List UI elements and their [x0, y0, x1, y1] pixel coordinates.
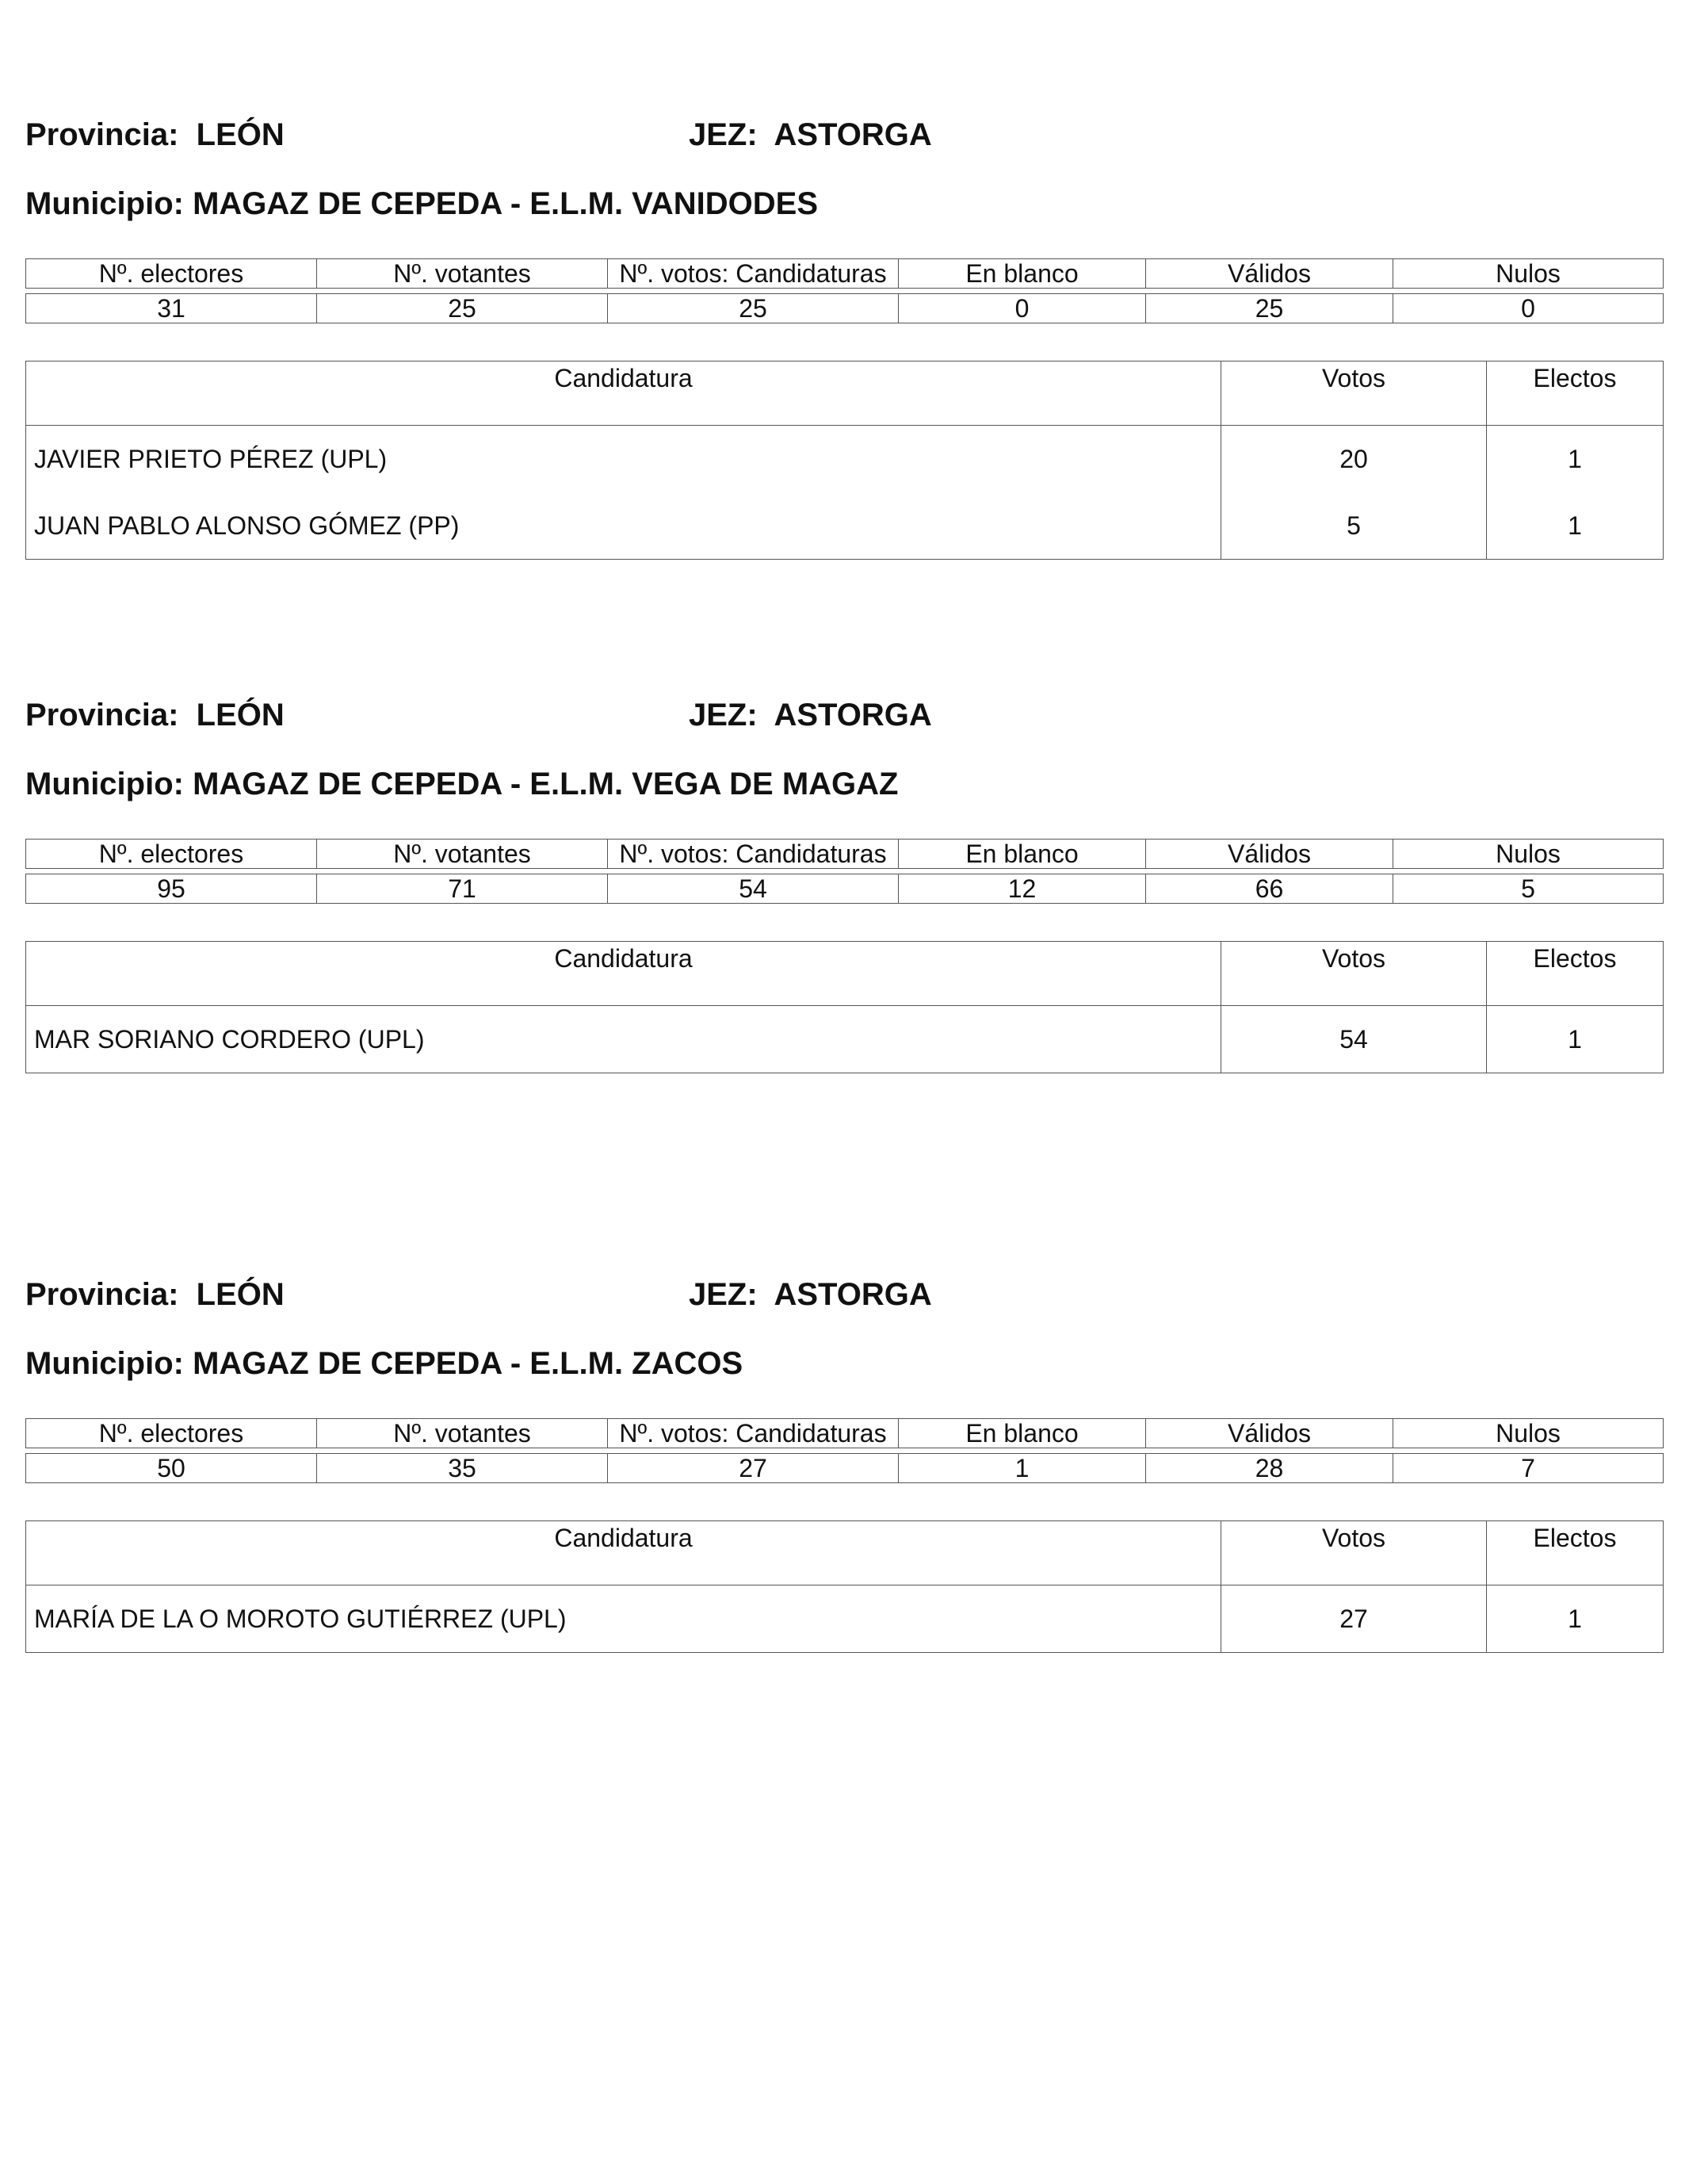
- candidate-row: [26, 1585, 1664, 1653]
- provincia-label: Provincia:: [25, 1277, 179, 1312]
- candidate-votos: 27: [1221, 1585, 1487, 1653]
- provincia-line: [25, 683, 285, 747]
- candidate-name: JUAN PABLO ALONSO GÓMEZ (PP): [26, 492, 1221, 560]
- col-votos: Votos: [1221, 942, 1487, 1006]
- col-electos: Electos: [1487, 361, 1664, 426]
- provincia-line: [25, 103, 285, 166]
- municipio-value: MAGAZ DE CEPEDA - E.L.M. VANIDODES: [193, 186, 819, 221]
- summary-header-row: [26, 259, 1664, 289]
- provincia-label: Provincia:: [25, 117, 179, 152]
- candidate-row: [26, 1006, 1664, 1073]
- col-validos: Válidos: [1146, 1419, 1393, 1448]
- col-votantes: Nº. votantes: [317, 1419, 608, 1448]
- jez-line: [689, 683, 932, 747]
- col-electos: Electos: [1487, 942, 1664, 1006]
- result-block-vanidodes: [25, 103, 1663, 560]
- col-candidatura: Candidatura: [26, 361, 1221, 426]
- col-votos-candidaturas: Nº. votos: Candidaturas: [608, 840, 899, 869]
- candidate-row: [26, 426, 1664, 493]
- col-en-blanco: En blanco: [899, 1419, 1146, 1448]
- col-electos: Electos: [1487, 1521, 1664, 1585]
- candidate-votos: 5: [1221, 492, 1487, 560]
- municipio-value: MAGAZ DE CEPEDA - E.L.M. ZACOS: [193, 1346, 743, 1381]
- candidate-votos: 54: [1221, 1006, 1487, 1073]
- summary-values-row: [26, 294, 1664, 323]
- col-votantes: Nº. votantes: [317, 259, 608, 289]
- jez-value: ASTORGA: [774, 698, 932, 732]
- col-en-blanco: En blanco: [899, 840, 1146, 869]
- value-electores: 31: [26, 294, 317, 323]
- block-header: [25, 683, 1663, 747]
- value-electores: 50: [26, 1454, 317, 1483]
- col-nulos: Nulos: [1393, 840, 1664, 869]
- municipio-line: [25, 166, 1663, 241]
- value-validos: 66: [1146, 874, 1393, 904]
- summary-header-row: [26, 840, 1664, 869]
- value-votantes: 25: [317, 294, 608, 323]
- jez-line: [689, 103, 932, 166]
- col-en-blanco: En blanco: [899, 259, 1146, 289]
- value-en-blanco: 12: [899, 874, 1146, 904]
- result-block-zacos: [25, 1263, 1663, 1653]
- municipio-label: Municipio:: [25, 186, 184, 221]
- candidates-header-row: [26, 361, 1664, 426]
- value-nulos: 5: [1393, 874, 1664, 904]
- jez-value: ASTORGA: [774, 117, 932, 152]
- result-block-vega-de-magaz: [25, 683, 1663, 1073]
- col-votos: Votos: [1221, 1521, 1487, 1585]
- municipio-value: MAGAZ DE CEPEDA - E.L.M. VEGA DE MAGAZ: [193, 767, 899, 801]
- col-electores: Nº. electores: [26, 1419, 317, 1448]
- value-validos: 25: [1146, 294, 1393, 323]
- candidate-electos: 1: [1487, 1006, 1664, 1073]
- provincia-value: LEÓN: [196, 1277, 285, 1312]
- value-en-blanco: 0: [899, 294, 1146, 323]
- col-nulos: Nulos: [1393, 1419, 1664, 1448]
- jez-value: ASTORGA: [774, 1277, 932, 1312]
- candidates-table: [25, 941, 1664, 1073]
- value-nulos: 7: [1393, 1454, 1664, 1483]
- value-nulos: 0: [1393, 294, 1664, 323]
- block-header: [25, 103, 1663, 166]
- candidate-electos: 1: [1487, 492, 1664, 560]
- col-electores: Nº. electores: [26, 840, 317, 869]
- candidate-name: MAR SORIANO CORDERO (UPL): [26, 1006, 1221, 1073]
- col-votos: Votos: [1221, 361, 1487, 426]
- candidate-electos: 1: [1487, 426, 1664, 493]
- col-validos: Válidos: [1146, 840, 1393, 869]
- candidates-table: [25, 1520, 1664, 1653]
- jez-label: JEZ:: [689, 1277, 758, 1312]
- municipio-line: [25, 747, 1663, 821]
- candidate-electos: 1: [1487, 1585, 1664, 1653]
- jez-label: JEZ:: [689, 117, 758, 152]
- col-electores: Nº. electores: [26, 259, 317, 289]
- value-en-blanco: 1: [899, 1454, 1146, 1483]
- jez-line: [689, 1263, 932, 1326]
- value-votantes: 35: [317, 1454, 608, 1483]
- jez-label: JEZ:: [689, 698, 758, 732]
- municipio-line: [25, 1326, 1663, 1401]
- value-votantes: 71: [317, 874, 608, 904]
- summary-table: [25, 258, 1664, 323]
- summary-table: [25, 839, 1664, 904]
- provincia-value: LEÓN: [196, 698, 285, 732]
- col-votos-candidaturas: Nº. votos: Candidaturas: [608, 259, 899, 289]
- municipio-label: Municipio:: [25, 1346, 184, 1381]
- candidate-name: JAVIER PRIETO PÉREZ (UPL): [26, 426, 1221, 493]
- col-candidatura: Candidatura: [26, 942, 1221, 1006]
- col-nulos: Nulos: [1393, 259, 1664, 289]
- col-votantes: Nº. votantes: [317, 840, 608, 869]
- candidate-name: MARÍA DE LA O MOROTO GUTIÉRREZ (UPL): [26, 1585, 1221, 1653]
- summary-values-row: [26, 874, 1664, 904]
- candidate-row: [26, 492, 1664, 560]
- value-validos: 28: [1146, 1454, 1393, 1483]
- value-votos-candidaturas: 25: [608, 294, 899, 323]
- value-votos-candidaturas: 27: [608, 1454, 899, 1483]
- municipio-label: Municipio:: [25, 767, 184, 801]
- col-votos-candidaturas: Nº. votos: Candidaturas: [608, 1419, 899, 1448]
- summary-values-row: [26, 1454, 1664, 1483]
- value-votos-candidaturas: 54: [608, 874, 899, 904]
- col-validos: Válidos: [1146, 259, 1393, 289]
- col-candidatura: Candidatura: [26, 1521, 1221, 1585]
- summary-table: [25, 1418, 1664, 1483]
- provincia-label: Provincia:: [25, 698, 179, 732]
- summary-header-row: [26, 1419, 1664, 1448]
- provincia-value: LEÓN: [196, 117, 285, 152]
- value-electores: 95: [26, 874, 317, 904]
- candidates-header-row: [26, 1521, 1664, 1585]
- candidates-table: [25, 361, 1664, 560]
- candidate-votos: 20: [1221, 426, 1487, 493]
- provincia-line: [25, 1263, 285, 1326]
- block-header: [25, 1263, 1663, 1326]
- candidates-header-row: [26, 942, 1664, 1006]
